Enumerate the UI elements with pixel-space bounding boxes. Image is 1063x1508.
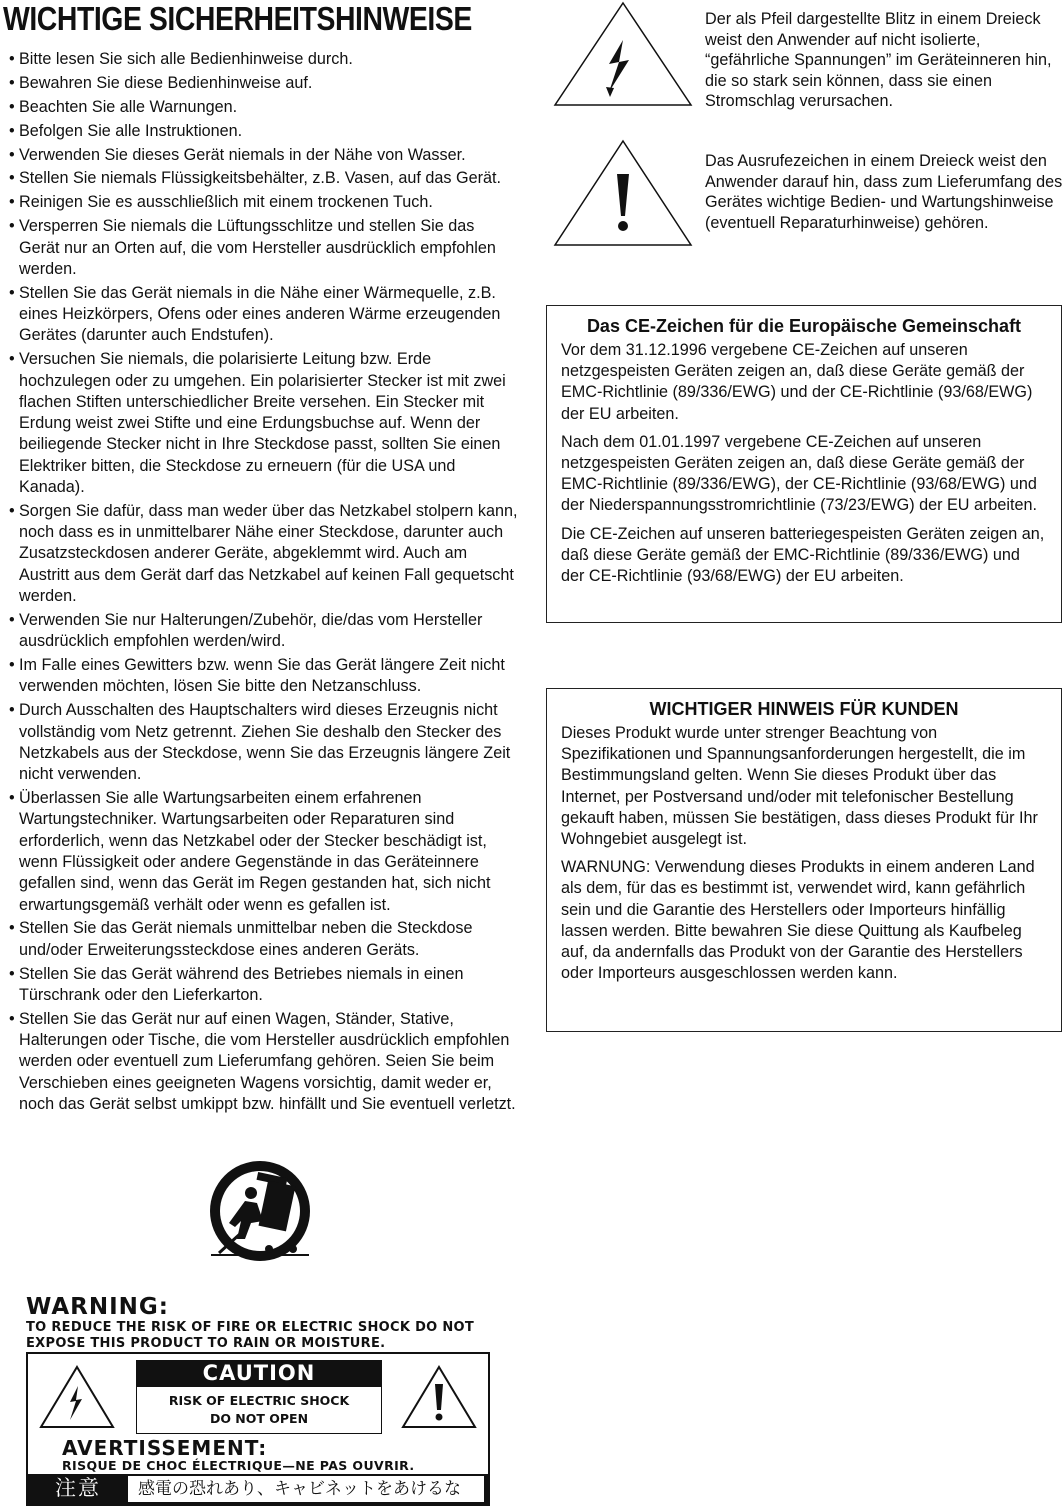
ce-notice-box	[546, 305, 1062, 623]
warning-line: TO REDUCE THE RISK OF FIRE OR ELECTRIC SHOCK DO NOT	[26, 1320, 475, 1335]
list-item: • Reinigen Sie es ausschließlich mit einem trockenen Tuch.	[4, 192, 519, 213]
customer-notice-paragraph: Dieses Produkt wurde unter strenger Beachtung von Spezifikationen und Spannungsanforderungen hergestellt, die im Bestimmungsland gelten. Wenn Sie dieses Produkt über das Internet, per Postversand und/oder mit telefonischer Bestellung gekauft haben, müssen Sie bestätigen, dass dieses Produkt für Ihr Wohngebiet ausgelegt ist.	[561, 724, 1038, 849]
ce-notice-title: Das CE-Zeichen für die Europäische Gemeinschaft	[586, 316, 1022, 336]
lightning-symbol-description: Der als Pfeil dargestellte Blitz in einem Dreieck weist den Anwender auf nicht isolierte, “gefährliche Spannungen” im Geräteinneren hin, die so stark sein können, dass sie einen Stromschlag verursachen.	[705, 10, 1052, 110]
list-item: • Verwenden Sie dieses Gerät niemals in der Nähe von Wasser.	[4, 145, 519, 166]
customer-notice-paragraph: WARNUNG: Verwendung dieses Produkts in einem anderen Land als dem, für das es bestimmt ist, verwendet wird, kann gefährlich sein und die Garantie des Herstellers oder Importeurs hinfällig lassen werden. Bitte bewahren Sie diese Quittung als Kaufbeleg auf, da andernfalls das Produkt von der Garantie des Herstellers oder Importeurs ausgeschlossen werden kann.	[561, 858, 1035, 983]
list-item: • Durch Ausschalten des Hauptschalters wird dieses Erzeugnis nicht vollständig vom Netz getrennt. Ziehen Sie deshalb den Stecker des Netzkabels aus der Steckdose, wenn Sie das Erzeugnis längere Zeit nicht verwenden.	[4, 700, 519, 785]
exclamation-triangle-icon	[402, 1366, 476, 1428]
caution-text-box	[136, 1386, 382, 1434]
list-item: • Überlassen Sie alle Wartungsarbeiten einem erfahrenen Wartungstechniker. Wartungsarbeiten oder Reparaturen sind erforderlich, wenn das Netzkabel oder der Stecker beschädigt ist, wenn Flüssigkeit oder andere Gegenstände in das Geräteinnere gefallen sind, wenn das Gerät im Regen gestanden hat, sich nicht erwartungsgemäß verhält oder wenn es gefallen ist.	[4, 788, 519, 916]
caution-badge: CAUTION	[136, 1360, 382, 1386]
list-item: • Befolgen Sie alle Instruktionen.	[4, 121, 519, 142]
cart-tipover-icon	[201, 1163, 321, 1263]
list-item: • Versperren Sie niemals die Lüftungsschlitze und stellen Sie das Gerät nur an Orten auf, die vom Hersteller ausdrücklich empfohlen werden.	[4, 216, 519, 280]
list-item: • Stellen Sie das Gerät niemals in die Nähe einer Wärmequelle, z.B. eines Heizkörpers, Ofens oder eines anderen Wärme erzeugenden Gerätes (darunter auch Endstufen).	[4, 283, 519, 347]
caution-line: DO NOT OPEN	[209, 1411, 309, 1426]
list-item: • Bewahren Sie diese Bedienhinweise auf.	[4, 73, 519, 94]
customer-notice-title: WICHTIGER HINWEIS FÜR KUNDEN	[649, 699, 959, 719]
list-item: • Versuchen Sie niemals, die polarisierte Leitung bzw. Erde hochzulegen oder zu umgehen. Ein polarisierter Stecker ist mit zwei flachen Stiften unterschiedlicher Breite versehen. Ein Stecker mit Erdung weist zwei Stifte und eine Erdungsbuchse auf. Wenn der beiliegende Stecker nicht in Ihre Steckdose passt, sollten Sie einen Elektriker bitten, die Steckdose zu erneuern (für die USA und Kanada).	[4, 349, 519, 498]
avertissement-text: RISQUE DE CHOC ÉLECTRIQUE—NE PAS OUVRIR.	[62, 1458, 415, 1473]
ce-notice-paragraph: Nach dem 01.01.1997 vergebene CE-Zeichen auf unseren netzgespeisten Geräten zeigen an, daß diese Geräte gemäß der EMC-Richtlinie (89/336/EWG), der CE-Richtlinie (93/68/EWG) und der Niederspannungsstromrichtlinie (73/23/EWG) der EU arbeiten.	[561, 432, 1037, 515]
exclamation-symbol-description: Das Ausrufezeichen in einem Dreieck weist den Anwender darauf hin, dass zum Lieferumfang des Gerätes wichtige Bedien- und Wartungshinweise (eventuell Reparaturhinweise) gehören.	[705, 152, 1063, 232]
warning-heading-block	[26, 1294, 496, 1352]
list-item: • Stellen Sie niemals Flüssigkeitsbehälter, z.B. Vasen, auf das Gerät.	[4, 168, 519, 189]
japanese-warning-bar	[28, 1474, 488, 1504]
avertissement-title: AVERTISSEMENT:	[62, 1436, 268, 1460]
list-item: • Verwenden Sie nur Halterungen/Zubehör, die/das vom Hersteller ausdrücklich empfohlen werden/wird.	[4, 610, 519, 653]
ce-notice-paragraph: Vor dem 31.12.1996 vergebene CE-Zeichen auf unseren netzgespeisten Geräten zeigen an, daß diese Geräte gemäß der EMC-Richtlinie (89/336/EWG) und der CE-Richtlinie (93/68/EWG) der EU arbeiten.	[561, 341, 1033, 423]
warning-line: EXPOSE THIS PRODUCT TO RAIN OR MOISTURE.	[26, 1336, 386, 1351]
lightning-triangle-icon	[40, 1366, 114, 1428]
list-item: • Sorgen Sie dafür, dass man weder über das Netzkabel stolpern kann, noch dass es in unmittelbarer Nähe einer Steckdose, darunter auch Zusatzsteckdosen anderer Geräte, abgeklemmt wird. Auch am Austritt aus dem Gerät darf das Netzkabel auf keinen Fall gequetscht werden.	[4, 501, 519, 607]
list-item: • Bitte lesen Sie sich alle Bedienhinweise durch.	[4, 49, 519, 70]
caution-line: RISK OF ELECTRIC SHOCK	[168, 1393, 350, 1408]
warning-title: WARNING:	[26, 1294, 169, 1320]
list-item: • Stellen Sie das Gerät während des Betriebes niemals in einen Türschrank oder den Lieferkarton.	[4, 964, 519, 1007]
customer-notice-box	[546, 688, 1062, 1032]
caution-label-panel	[26, 1352, 490, 1506]
page-title: WICHTIGE SICHERHEITSHINWEISE	[3, 0, 472, 37]
exclamation-triangle-icon	[553, 140, 693, 246]
list-item: • Beachten Sie alle Warnungen.	[4, 97, 519, 118]
list-item: • Im Falle eines Gewitters bzw. wenn Sie das Gerät längere Zeit nicht verwenden möchten, lösen Sie bitte den Netzanschluss.	[4, 655, 519, 698]
ce-notice-paragraph: Die CE-Zeichen auf unseren batteriegespeisten Geräten zeigen an, daß diese Geräte gemäß der EMC-Richtlinie (89/336/EWG) und der CE-Richtlinie (93/68/EWG) der EU arbeiten.	[561, 524, 1045, 586]
japanese-caution-label: 注意	[55, 1477, 101, 1500]
safety-instructions-list	[4, 49, 519, 1118]
list-item: • Stellen Sie das Gerät nur auf einen Wagen, Ständer, Stative, Halterungen oder Tische, die vom Hersteller ausdrücklich empfohlen werden oder eventuell zum Lieferumfang gehören. Seien Sie beim Verschieben eines geeigneten Wagens vorsichtig, damit weder er, noch das Gerät selbst umkippt bzw. hinfällt und Sie eventuell verletzt.	[4, 1009, 519, 1115]
japanese-caution-text: 感電の恐れあり、キャビネットをあけるな	[128, 1476, 484, 1502]
lightning-triangle-icon	[553, 2, 693, 106]
list-item: • Stellen Sie das Gerät niemals unmittelbar neben die Steckdose und/oder Erweiterungssteckdose eines anderen Geräts.	[4, 918, 519, 961]
